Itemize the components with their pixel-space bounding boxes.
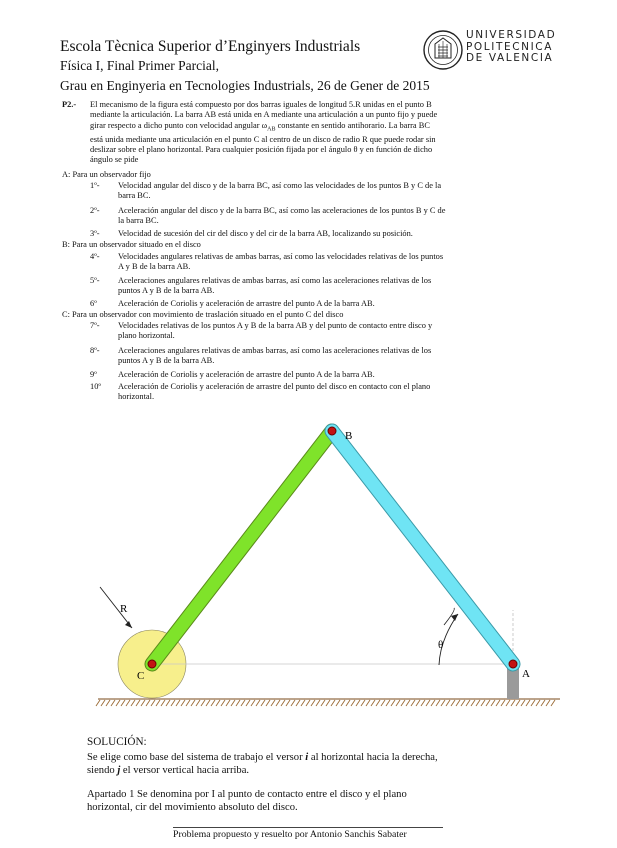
item-number: 5º- [90, 276, 100, 285]
problem-statement [90, 100, 530, 165]
bar-bc [152, 431, 332, 664]
hatch-mark [286, 700, 290, 706]
hatch-mark [466, 700, 470, 706]
hatch-mark [351, 700, 355, 706]
hinge-c [148, 660, 156, 668]
hatch-mark [231, 700, 235, 706]
hatch-mark [461, 700, 465, 706]
statement-line: girar respecto a dicho punto con velocidad angular $\omega_{AB}$ constante en sentido antihorario. La barra BC [90, 120, 430, 133]
hatch-mark [296, 700, 300, 706]
section-b-title: B: Para un observador situado en el disco [62, 240, 201, 249]
logo-line-1: UNIVERSIDAD [466, 29, 557, 41]
theta-arrowhead [451, 614, 458, 621]
solution-paragraph-1: Se elige como base del sistema de trabajo el versor i al horizontal hacia la derecha, siendo j el versor vertical hacia arriba. [87, 752, 438, 777]
hatch-mark [171, 700, 175, 706]
item-text: Aceleración angular del disco y de la barra BC, así como las aceleraciones de los puntos B y C de la barra BC. [118, 206, 446, 226]
hatch-mark [241, 700, 245, 706]
hatch-mark [256, 700, 260, 706]
hinge-b [328, 427, 336, 435]
hatch-mark [471, 700, 475, 706]
item-text: Velocidades relativas de los puntos A y B de la barra AB y del punto de contacto entre disco y plano horizontal. [118, 321, 433, 341]
university-logo [422, 28, 557, 72]
radius-arrowhead [125, 621, 132, 628]
hatch-mark [496, 700, 500, 706]
hatch-mark [446, 700, 450, 706]
hatch-mark [196, 700, 200, 706]
hatch-mark [151, 700, 155, 706]
item-number: 3º- [90, 229, 100, 238]
hatch-mark [421, 700, 425, 706]
hatch-mark [191, 700, 195, 706]
university-seal-icon [422, 28, 464, 72]
hatch-mark [476, 700, 480, 706]
hatch-mark [131, 700, 135, 706]
problem-label: P2.- [62, 100, 77, 109]
hatch-mark [316, 700, 320, 706]
hatch-mark [96, 700, 100, 706]
hatch-mark [281, 700, 285, 706]
hatch-mark [326, 700, 330, 706]
hatch-mark [411, 700, 415, 706]
hatch-mark [156, 700, 160, 706]
statement-line: ángulo se pide [90, 155, 139, 165]
logo-line-2: POLITECNICA [466, 40, 553, 53]
hatch-mark [391, 700, 395, 706]
hatch-mark [106, 700, 110, 706]
item-text: Velocidad de sucesión del cir del disco y del cir de la barra AB, localizando su posición. [118, 229, 413, 238]
hatch-mark [481, 700, 485, 706]
hatch-mark [401, 700, 405, 706]
hatch-mark [221, 700, 225, 706]
hatch-mark [456, 700, 460, 706]
hatch-mark [426, 700, 430, 706]
hatch-mark [416, 700, 420, 706]
item-number: 2º- [90, 206, 100, 215]
hatch-mark [546, 700, 550, 706]
hatch-mark [441, 700, 445, 706]
solution-title: SOLUCIÓN: [87, 736, 147, 748]
hatch-mark [536, 700, 540, 706]
item-text: Aceleración de Coriolis y aceleración de arrastre del punto A de la barra AB. [118, 370, 375, 379]
item-number: 9º [90, 370, 97, 379]
hatch-mark [386, 700, 390, 706]
hatch-mark [206, 700, 210, 706]
hatch-mark [541, 700, 545, 706]
school-title: Escola Tècnica Superior d’Enginyers Industrials [60, 38, 361, 55]
hatch-mark [511, 700, 515, 706]
section-a-title: A: Para un observador fijo [62, 170, 151, 179]
item-text: Aceleraciones angulares relativas de ambas barras, así como las aceleraciones relativas de los puntos A y B de la barra AB. [118, 276, 432, 296]
footer-divider [173, 827, 443, 828]
hatch-mark [516, 700, 520, 706]
hatch-mark [371, 700, 375, 706]
item-text: Aceleración de Coriolis y aceleración de arrastre del punto A de la barra AB. [118, 299, 375, 308]
hatch-mark [141, 700, 145, 706]
hatch-mark [551, 700, 555, 706]
hatch-mark [331, 700, 335, 706]
mechanism-diagram [90, 400, 570, 720]
hatch-mark [126, 700, 130, 706]
hatch-mark [491, 700, 495, 706]
hatch-mark [301, 700, 305, 706]
solution-paragraph-2: Apartado 1 Se denomina por I al punto de contacto entre el disco y el plano horizontal, cir del movimiento absoluto del disco. [87, 789, 407, 814]
hatch-mark [506, 700, 510, 706]
statement-line: mediante la articulación. La barra AB está unida en A mediante una articulación a un punto fijo y puede [90, 110, 438, 120]
hatch-mark [211, 700, 215, 706]
hatch-mark [276, 700, 280, 706]
hatch-mark [526, 700, 530, 706]
hatch-mark [261, 700, 265, 706]
logo-line-3: DE VALENCIA [466, 52, 554, 64]
degree-title: Grau en Enginyeria en Tecnologies Industrials, 26 de Gener de 2015 [60, 78, 430, 93]
hatch-mark [306, 700, 310, 706]
section-c-title: C: Para un observador con movimiento de traslación situado en el punto C del disco [62, 310, 344, 319]
item-number: 1º- [90, 181, 100, 190]
hatch-mark [396, 700, 400, 706]
hatch-mark [311, 700, 315, 706]
hatch-mark [201, 700, 205, 706]
hatch-mark [216, 700, 220, 706]
hatch-mark [146, 700, 150, 706]
item-text: Velocidad angular del disco y de la barra BC, así como las velocidades de los puntos B y C de la barra BC. [118, 181, 442, 201]
hatch-mark [451, 700, 455, 706]
hatch-mark [101, 700, 105, 706]
hinge-a [509, 660, 517, 668]
footer-credit: Problema propuesto y resuelto por Antonio Sanchis Sabater [173, 829, 407, 840]
hatch-mark [361, 700, 365, 706]
course-title: Física I, Final Primer Parcial, [60, 58, 219, 73]
hatch-mark [321, 700, 325, 706]
hatch-mark [226, 700, 230, 706]
hatch-mark [181, 700, 185, 706]
hatch-mark [121, 700, 125, 706]
statement-line: está unida mediante una articulación en el punto C al centro de un disco de radio R que puede rodar sin [90, 134, 436, 144]
item-text: Velocidades angulares relativas de ambas barras, así como las velocidades relativas de los puntos A y B de la barra AB. [118, 252, 444, 272]
label-c: C [137, 670, 145, 682]
label-theta: θ [438, 639, 444, 651]
label-a: A [522, 668, 530, 680]
hatch-mark [531, 700, 535, 706]
item-number: 6º [90, 299, 97, 308]
hatch-mark [176, 700, 180, 706]
hatch-mark [381, 700, 385, 706]
hatch-mark [186, 700, 190, 706]
hatch-mark [376, 700, 380, 706]
hatch-mark [111, 700, 115, 706]
hatch-mark [116, 700, 120, 706]
item-text: Aceleración de Coriolis y aceleración de arrastre del punto del disco en contacto con el plano horizontal. [118, 382, 431, 402]
item-text: Aceleraciones angulares relativas de ambas barras, así como las aceleraciones relativas de los puntos A y B de la barra AB. [118, 346, 432, 366]
hatch-mark [501, 700, 505, 706]
item-number: 8º- [90, 346, 100, 355]
label-b: B [345, 430, 353, 442]
hatch-mark [136, 700, 140, 706]
hatch-mark [251, 700, 255, 706]
hatch-mark [291, 700, 295, 706]
hatch-mark [341, 700, 345, 706]
hatch-mark [521, 700, 525, 706]
hatch-mark [486, 700, 490, 706]
hatch-mark [266, 700, 270, 706]
hatch-mark [406, 700, 410, 706]
hatch-mark [271, 700, 275, 706]
hatch-mark [236, 700, 240, 706]
item-number: 7º- [90, 321, 100, 330]
hatch-mark [336, 700, 340, 706]
hatch-mark [161, 700, 165, 706]
hatch-mark [436, 700, 440, 706]
hatch-mark [356, 700, 360, 706]
label-r: R [120, 603, 128, 615]
statement-line: El mecanismo de la figura está compuesto por dos barras iguales de longitud 5.R unidas en el punto B [90, 100, 432, 109]
hatch-mark [246, 700, 250, 706]
hatch-mark [366, 700, 370, 706]
statement-line: deslizar sobre el plano horizontal. Para cualquier posición fijada por el ángulo θ y en función de dicho [90, 144, 433, 154]
bar-ab [332, 431, 513, 664]
ground-hatch [96, 699, 560, 706]
hatch-mark [431, 700, 435, 706]
item-number: 10º [90, 382, 101, 391]
hatch-mark [166, 700, 170, 706]
hatch-mark [346, 700, 350, 706]
item-number: 4º- [90, 252, 100, 261]
